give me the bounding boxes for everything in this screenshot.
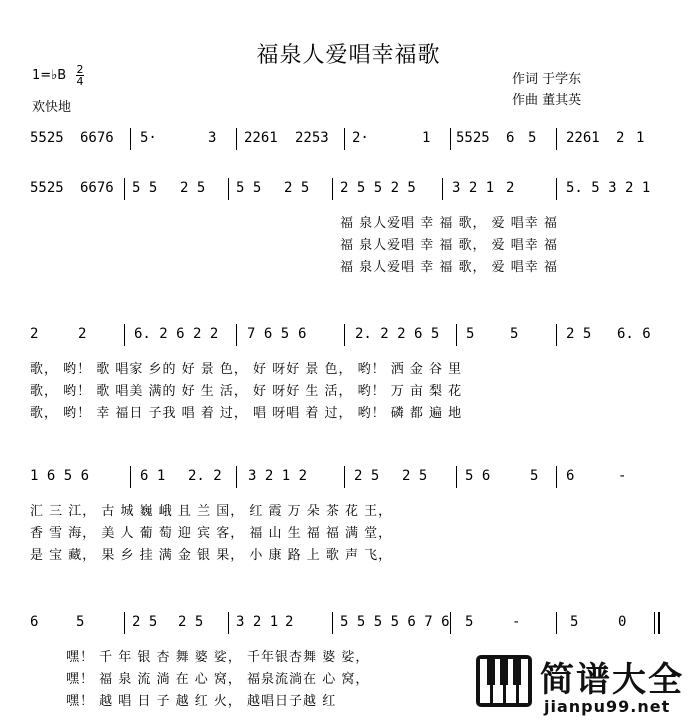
note-group: 2. 2 2 6 5 (355, 326, 440, 342)
bar-line (332, 178, 333, 200)
note-group: 2 5 (402, 468, 428, 484)
time-signature (76, 64, 84, 87)
key-signature (32, 68, 66, 83)
note-group: 6676 (80, 130, 114, 146)
lyric-line: 嘿！ 越 唱 日 子 越 红 火， 越唱日子越 红 (66, 694, 337, 709)
lyric-line: 嘿！ 福 泉 流 淌 在 心 窝， 福泉流淌在 心 窝， (66, 672, 370, 687)
note-group: 2· (352, 130, 369, 146)
note-group: 6. 6 (617, 326, 651, 342)
note-group: 3 2 1 (236, 614, 279, 630)
note-group: 5 (466, 326, 475, 342)
note-group: 5. 5 3 2 1 (566, 180, 651, 196)
bar-line (228, 178, 229, 200)
note-group: 6. 2 6 2 2 (134, 326, 219, 342)
end-bar-line (654, 612, 655, 634)
note-group: 5 (530, 468, 539, 484)
bar-line (236, 128, 237, 150)
note-group: 5· (140, 130, 157, 146)
lyric-line: 福 泉人爱唱 幸 福 歌， 爱 唱幸 福 (340, 260, 558, 275)
note-group: 5 5 5 5 6 7 6 (340, 614, 450, 630)
time-top: 2 (76, 63, 84, 76)
lyric-line: 嘿！ 千 年 银 杏 舞 婆 娑， 千年银杏舞 婆 娑， (66, 650, 370, 665)
bar-line (130, 128, 131, 150)
note-group: 2261 (566, 130, 600, 146)
lyric-line: 歌， 哟！ 歌 唱家 乡的 好 景 色， 好 呀好 景 色， 哟！ 洒 金 谷 里 (30, 362, 463, 377)
note-group: 5525 (30, 130, 64, 146)
note-group: 2253 (295, 130, 329, 146)
bar-line (556, 178, 557, 200)
note-group: 5525 (30, 180, 64, 196)
note-group: 6 (298, 326, 307, 342)
note-group: - (512, 614, 521, 630)
note-group: 2 (616, 130, 625, 146)
note-group: 1 (636, 130, 645, 146)
note-group: 2 5 (180, 180, 206, 196)
composer-credit (512, 89, 581, 108)
note-group: 3 2 1 (452, 180, 495, 196)
bar-line (442, 178, 443, 200)
composer-label: 作曲 (512, 93, 539, 108)
key-label: 1=♭B (32, 68, 67, 83)
bar-line (344, 324, 345, 346)
bar-line (124, 178, 125, 200)
bar-line (236, 466, 237, 488)
bar-line (450, 612, 451, 634)
lyricist-credit (512, 68, 581, 87)
bar-line (556, 612, 557, 634)
lyric-line: 歌， 哟！ 歌 唱美 满的 好 生 活， 好 呀好 生 活， 哟！ 万 亩 梨 花 (30, 384, 463, 399)
note-group: 5 5 (132, 180, 158, 196)
note-group: 1 (422, 130, 431, 146)
bar-line (450, 128, 451, 150)
lyricist-label: 作词 (512, 72, 539, 87)
bar-line (456, 466, 457, 488)
watermark-url: jianpu99.net (544, 697, 671, 716)
note-group: 2 (506, 180, 515, 196)
note-group: 5 (528, 130, 537, 146)
bar-line (236, 324, 237, 346)
end-bar-line (658, 612, 660, 634)
note-group: 5 (510, 326, 519, 342)
note-group: 5 6 (465, 468, 491, 484)
lyric-line: 歌， 哟！ 幸 福日 子我 唱 着 过， 唱 呀唱 着 过， 哟！ 磷 都 遍 地 (30, 406, 463, 421)
note-group: 3 (208, 130, 217, 146)
note-group: 2 5 (284, 180, 310, 196)
bar-line (130, 466, 131, 488)
note-group: 2 (30, 326, 39, 342)
tempo-marking: 欢快地 (32, 100, 72, 115)
note-group: 6 (566, 468, 575, 484)
bar-line (556, 324, 557, 346)
bar-line (228, 612, 229, 634)
bar-line (124, 612, 125, 634)
lyric-line: 是 宝 藏， 果 乡 挂 满 金 银 果， 小 康 路 上 歌 声 飞， (30, 548, 393, 563)
note-group: 5 (76, 614, 85, 630)
note-group: 0 (618, 614, 627, 630)
note-group: 5 (570, 614, 579, 630)
note-group: 1 6 5 6 (30, 468, 90, 484)
note-group: 5 (465, 614, 474, 630)
note-group: 2 5 (178, 614, 204, 630)
bar-line (556, 466, 557, 488)
lyric-line: 福 泉人爱唱 幸 福 歌， 爱 唱幸 福 (340, 216, 558, 231)
note-group: - (618, 468, 627, 484)
piano-logo-icon (476, 655, 532, 707)
bar-line (556, 128, 557, 150)
bar-line (456, 324, 457, 346)
note-group: 2 5 (566, 326, 592, 342)
lyric-line: 福 泉人爱唱 幸 福 歌， 爱 唱幸 福 (340, 238, 558, 253)
note-group: 6 (506, 130, 515, 146)
note-group: 5525 (456, 130, 490, 146)
lyric-line: 香 雪 海， 美 人 葡 萄 迎 宾 客， 福 山 生 福 福 满 堂， (30, 526, 393, 541)
note-group: 2. 2 (188, 468, 222, 484)
bar-line (344, 128, 345, 150)
note-group: 2 (78, 326, 87, 342)
bar-line (124, 324, 125, 346)
bar-line (344, 466, 345, 488)
note-group: 2 5 (132, 614, 158, 630)
lyricist-name: 于学东 (542, 72, 582, 87)
time-bottom: 4 (76, 75, 84, 88)
note-group: 6 1 (140, 468, 166, 484)
note-group: 2 5 (354, 468, 380, 484)
note-group: 7 6 5 (247, 326, 290, 342)
watermark-text: 简谱大全 (540, 660, 684, 700)
note-group: 2261 (244, 130, 278, 146)
note-group: 2 5 5 2 5 (340, 180, 416, 196)
note-group: 3 2 1 2 (248, 468, 308, 484)
lyric-line: 汇 三 江， 古 城 巍 峨 且 兰 国， 红 霞 万 朵 茶 花 王， (30, 504, 393, 519)
note-group: 5 5 (236, 180, 262, 196)
page-title: 福泉人爱唱幸福歌 (256, 43, 441, 68)
note-group: 2 (285, 614, 294, 630)
note-group: 6 (30, 614, 39, 630)
note-group: 6676 (80, 180, 114, 196)
composer-name: 董其英 (542, 93, 582, 108)
bar-line (332, 612, 333, 634)
